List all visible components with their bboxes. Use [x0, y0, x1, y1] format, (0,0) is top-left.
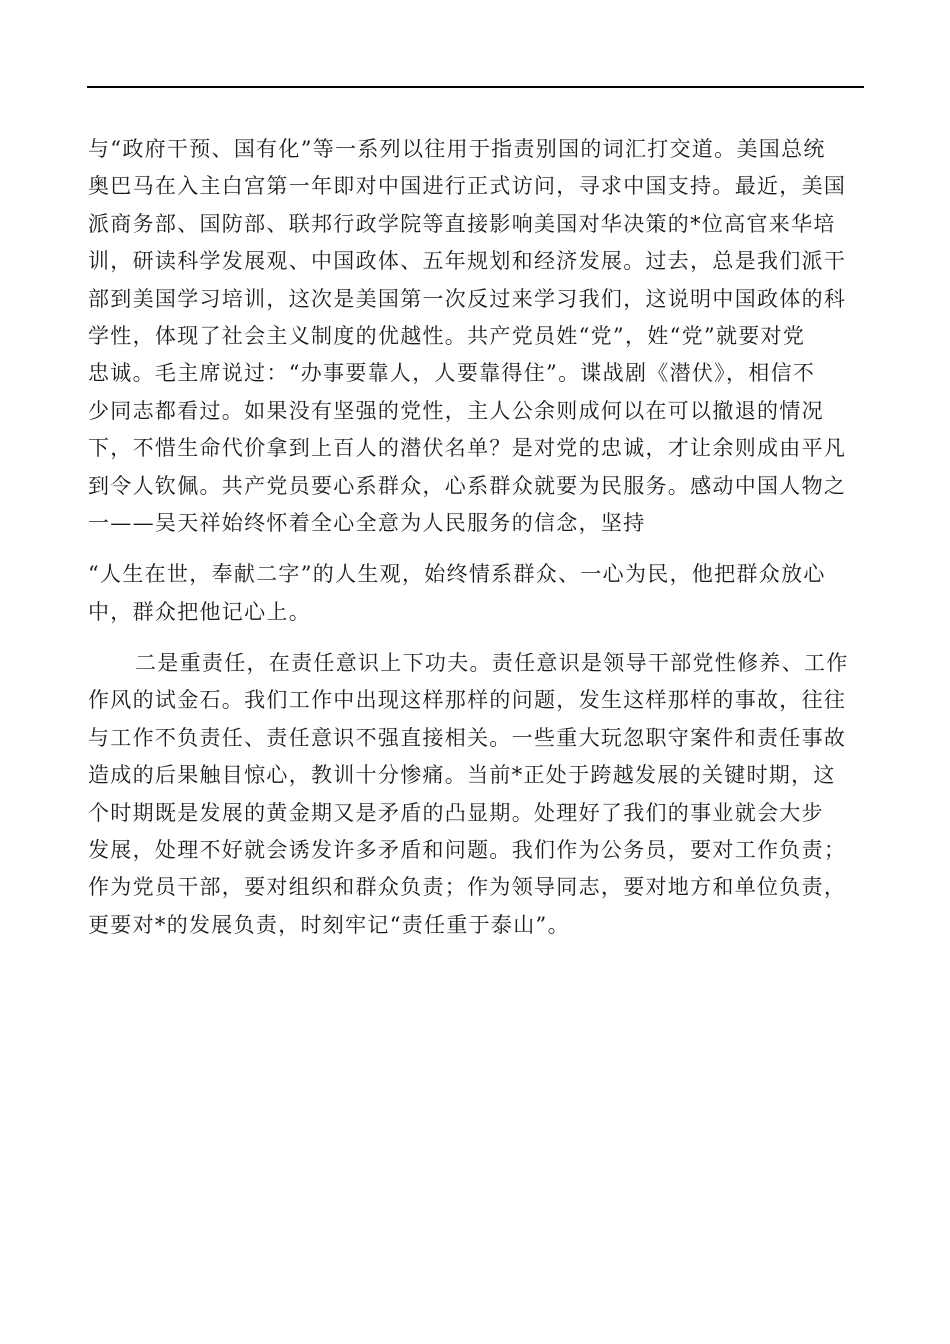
text-line: 派商务部、国防部、联邦行政学院等直接影响美国对华决策的*位高官来华培	[88, 211, 836, 236]
text-line: 到令人钦佩。共产党员要心系群众，心系群众就要为民服务。感动中国人物之	[88, 473, 847, 498]
text-line: 发展，处理不好就会诱发许多矛盾和问题。我们作为公务员，要对工作负责；	[88, 838, 847, 863]
text-line: 造成的后果触目惊心，教训十分惨痛。当前*正处于跨越发展的关键时期，这	[88, 763, 836, 788]
text-line: 忠诚。毛主席说过：“办事要靠人，人要靠得住”。谍战剧《潜伏》，相信不	[88, 361, 816, 386]
paragraph-1	[88, 131, 878, 542]
header-rule	[87, 86, 864, 88]
paragraph-3	[88, 645, 878, 944]
text-line: 作为党员干部，要对组织和群众负责；作为领导同志，要对地方和单位负责，	[88, 875, 847, 900]
text-line: 训，研读科学发展观、中国政体、五年规划和经济发展。过去，总是我们派干	[88, 249, 847, 274]
text-line: 二是重责任，在责任意识上下功夫。责任意识是领导干部党性修养、工作	[135, 651, 849, 676]
text-line: 作风的试金石。我们工作中出现这样那样的问题，发生这样那样的事故，往往	[88, 688, 847, 713]
text-line: 更要对*的发展负责，时刻牢记“责任重于泰山”。	[88, 912, 570, 937]
text-line: 少同志都看过。如果没有坚强的党性，主人公余则成何以在可以撤退的情况	[88, 398, 824, 423]
text-line: 与“政府干预、国有化”等一系列以往用于指责别国的词汇打交道。美国总统	[88, 137, 826, 161]
text-line: 中，群众把他记心上。	[88, 599, 311, 624]
paragraph-2	[88, 556, 878, 631]
text-line: 部到美国学习培训，这次是美国第一次反过来学习我们，这说明中国政体的科	[88, 286, 847, 311]
text-line: “人生在世，奉献二字”的人生观，始终情系群众、一心为民，他把群众放心	[88, 562, 826, 587]
text-line: 下，不惜生命代价拿到上百人的潜伏名单？是对党的忠诚，才让余则成由平凡	[88, 436, 847, 461]
document-body	[88, 131, 878, 944]
text-line: 与工作不负责任、责任意识不强直接相关。一些重大玩忽职守案件和责任事故	[88, 725, 847, 750]
text-line: 学性，体现了社会主义制度的优越性。共产党员姓“党”，姓“党”就要对党	[88, 323, 806, 348]
text-line: 个时期既是发展的黄金期又是矛盾的凸显期。处理好了我们的事业就会大步	[88, 800, 824, 825]
text-line: 一——吴天祥始终怀着全心全意为人民服务的信念，坚持	[88, 510, 646, 535]
text-line: 奥巴马在入主白宫第一年即对中国进行正式访问，寻求中国支持。最近，美国	[88, 174, 847, 199]
